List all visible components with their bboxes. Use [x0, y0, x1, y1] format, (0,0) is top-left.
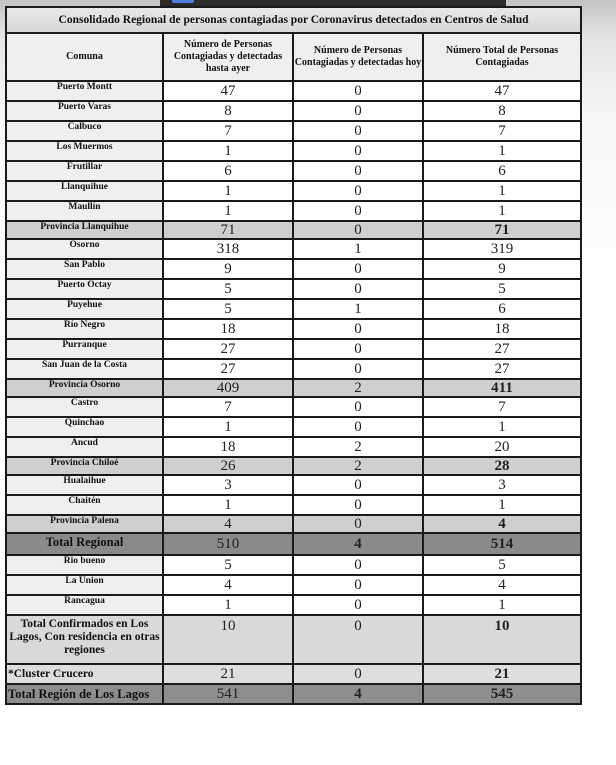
hoy-cell: 0 — [293, 359, 423, 379]
hasta-ayer-cell: 27 — [163, 339, 293, 359]
total-cell: 47 — [423, 81, 581, 101]
hasta-ayer-cell: 18 — [163, 319, 293, 339]
comuna-cell: Provincia Palena — [6, 515, 163, 533]
prov-row — [6, 379, 581, 397]
hoy-cell: 0 — [293, 575, 423, 595]
comuna-cell: *Cluster Crucero — [6, 664, 163, 684]
regional-row — [6, 533, 581, 555]
table-row — [6, 239, 581, 259]
table-row — [6, 161, 581, 181]
hasta-ayer-cell: 21 — [163, 664, 293, 684]
table-row — [6, 141, 581, 161]
contagios-table — [5, 6, 582, 705]
table-row — [6, 495, 581, 515]
comuna-cell: Puerto Montt — [6, 81, 163, 101]
hasta-ayer-cell: 541 — [163, 684, 293, 704]
total-cell: 4 — [423, 515, 581, 533]
comuna-cell: Río Negro — [6, 319, 163, 339]
total-cell: 9 — [423, 259, 581, 279]
hoy-cell: 0 — [293, 319, 423, 339]
hoy-cell: 0 — [293, 495, 423, 515]
hasta-ayer-cell: 1 — [163, 201, 293, 221]
hoy-cell: 0 — [293, 121, 423, 141]
header-hoy: Número de Personas Contagiadas y detectadas hoy — [293, 33, 423, 81]
hoy-cell: 0 — [293, 181, 423, 201]
total-cell: 20 — [423, 437, 581, 457]
hoy-cell: 0 — [293, 595, 423, 615]
total-cell: 21 — [423, 664, 581, 684]
total-cell: 1 — [423, 495, 581, 515]
hasta-ayer-cell: 5 — [163, 279, 293, 299]
total-cell: 4 — [423, 575, 581, 595]
hasta-ayer-cell: 1 — [163, 595, 293, 615]
hasta-ayer-cell: 8 — [163, 101, 293, 121]
comuna-cell: Calbuco — [6, 121, 163, 141]
hasta-ayer-cell: 4 — [163, 575, 293, 595]
table-row — [6, 279, 581, 299]
hasta-ayer-cell: 1 — [163, 181, 293, 201]
hasta-ayer-cell: 1 — [163, 141, 293, 161]
total-cell: 10 — [423, 615, 581, 664]
hoy-cell: 2 — [293, 457, 423, 475]
grand-row — [6, 684, 581, 704]
hoy-cell: 4 — [293, 684, 423, 704]
hasta-ayer-cell: 318 — [163, 239, 293, 259]
table-row — [6, 475, 581, 495]
total-cell: 319 — [423, 239, 581, 259]
hoy-cell: 0 — [293, 417, 423, 437]
prov-row — [6, 221, 581, 239]
hoy-cell: 0 — [293, 279, 423, 299]
comuna-cell: San Juan de la Costa — [6, 359, 163, 379]
hasta-ayer-cell: 510 — [163, 533, 293, 555]
comuna-cell: Castro — [6, 397, 163, 417]
hasta-ayer-cell: 71 — [163, 221, 293, 239]
hasta-ayer-cell: 7 — [163, 121, 293, 141]
total-cell: 18 — [423, 319, 581, 339]
comuna-cell: Quinchao — [6, 417, 163, 437]
hoy-cell: 0 — [293, 339, 423, 359]
hasta-ayer-cell: 4 — [163, 515, 293, 533]
comuna-cell: Provincia Osorno — [6, 379, 163, 397]
table-row — [6, 595, 581, 615]
hoy-cell: 0 — [293, 81, 423, 101]
total-cell: 5 — [423, 279, 581, 299]
total-cell: 514 — [423, 533, 581, 555]
total-cell: 3 — [423, 475, 581, 495]
hasta-ayer-cell: 6 — [163, 161, 293, 181]
comuna-cell: Total Regional — [6, 533, 163, 555]
table-row — [6, 417, 581, 437]
hoy-cell: 0 — [293, 664, 423, 684]
prov-row — [6, 515, 581, 533]
hoy-cell: 2 — [293, 437, 423, 457]
hasta-ayer-cell: 5 — [163, 299, 293, 319]
table-row — [6, 397, 581, 417]
total-cell: 1 — [423, 201, 581, 221]
comuna-cell: San Pablo — [6, 259, 163, 279]
hoy-cell: 0 — [293, 161, 423, 181]
hasta-ayer-cell: 18 — [163, 437, 293, 457]
hasta-ayer-cell: 7 — [163, 397, 293, 417]
table-row — [6, 259, 581, 279]
comuna-cell: Los Muermos — [6, 141, 163, 161]
table-row — [6, 555, 581, 575]
table-row — [6, 81, 581, 101]
hoy-cell: 2 — [293, 379, 423, 397]
header-hasta-ayer: Número de Personas Contagiadas y detectadas hasta ayer — [163, 33, 293, 81]
total-cell: 1 — [423, 141, 581, 161]
table-row — [6, 575, 581, 595]
total-cell: 1 — [423, 181, 581, 201]
hoy-cell: 0 — [293, 475, 423, 495]
otras-row — [6, 615, 581, 664]
comuna-cell: Ancud — [6, 437, 163, 457]
hoy-cell: 0 — [293, 101, 423, 121]
total-cell: 8 — [423, 101, 581, 121]
hoy-cell: 0 — [293, 221, 423, 239]
table-row — [6, 201, 581, 221]
total-cell: 28 — [423, 457, 581, 475]
total-cell: 7 — [423, 397, 581, 417]
table-row — [6, 101, 581, 121]
table-row — [6, 339, 581, 359]
hoy-cell: 4 — [293, 533, 423, 555]
hasta-ayer-cell: 10 — [163, 615, 293, 664]
comuna-cell: Rio bueno — [6, 555, 163, 575]
comuna-cell: Rancagua — [6, 595, 163, 615]
table-body — [6, 81, 581, 704]
hasta-ayer-cell: 1 — [163, 417, 293, 437]
table-row — [6, 359, 581, 379]
cluster-row — [6, 664, 581, 684]
comuna-cell: Purranque — [6, 339, 163, 359]
comuna-cell: Osorno — [6, 239, 163, 259]
comuna-cell: Puyehue — [6, 299, 163, 319]
table-row — [6, 437, 581, 457]
hasta-ayer-cell: 9 — [163, 259, 293, 279]
hoy-cell: 0 — [293, 615, 423, 664]
total-cell: 27 — [423, 359, 581, 379]
header-total: Número Total de Personas Contagiadas — [423, 33, 581, 81]
table-row — [6, 121, 581, 141]
comuna-cell: Llanquihue — [6, 181, 163, 201]
hasta-ayer-cell: 47 — [163, 81, 293, 101]
comuna-cell: Frutillar — [6, 161, 163, 181]
hasta-ayer-cell: 26 — [163, 457, 293, 475]
table-title: Consolidado Regional de personas contagiadas por Coronavirus detectados en Centros de Salud — [6, 7, 581, 33]
total-cell: 6 — [423, 299, 581, 319]
table-row — [6, 319, 581, 339]
comuna-cell: Total Región de Los Lagos — [6, 684, 163, 704]
header-comuna: Comuna — [6, 33, 163, 81]
hoy-cell: 0 — [293, 515, 423, 533]
hoy-cell: 1 — [293, 239, 423, 259]
hoy-cell: 0 — [293, 141, 423, 161]
comuna-cell: Provincia Chiloé — [6, 457, 163, 475]
prov-row — [6, 457, 581, 475]
hoy-cell: 0 — [293, 201, 423, 221]
total-cell: 1 — [423, 417, 581, 437]
tab-indicator — [172, 0, 194, 3]
table-row — [6, 299, 581, 319]
comuna-cell: Hualaihue — [6, 475, 163, 495]
hasta-ayer-cell: 409 — [163, 379, 293, 397]
hasta-ayer-cell: 1 — [163, 495, 293, 515]
comuna-cell: Maullín — [6, 201, 163, 221]
total-cell: 5 — [423, 555, 581, 575]
table-row — [6, 181, 581, 201]
hasta-ayer-cell: 3 — [163, 475, 293, 495]
total-cell: 71 — [423, 221, 581, 239]
hoy-cell: 0 — [293, 259, 423, 279]
comuna-cell: Puerto Varas — [6, 101, 163, 121]
comuna-cell: Provincia Llanquihue — [6, 221, 163, 239]
total-cell: 7 — [423, 121, 581, 141]
total-cell: 411 — [423, 379, 581, 397]
hasta-ayer-cell: 5 — [163, 555, 293, 575]
total-cell: 6 — [423, 161, 581, 181]
comuna-cell: Chaitén — [6, 495, 163, 515]
hoy-cell: 0 — [293, 397, 423, 417]
total-cell: 1 — [423, 595, 581, 615]
comuna-cell: Puerto Octay — [6, 279, 163, 299]
hoy-cell: 0 — [293, 555, 423, 575]
total-cell: 545 — [423, 684, 581, 704]
total-cell: 27 — [423, 339, 581, 359]
comuna-cell: Total Confirmados en Los Lagos, Con residencia en otras regiones — [6, 615, 163, 664]
hasta-ayer-cell: 27 — [163, 359, 293, 379]
hoy-cell: 1 — [293, 299, 423, 319]
comuna-cell: La Union — [6, 575, 163, 595]
